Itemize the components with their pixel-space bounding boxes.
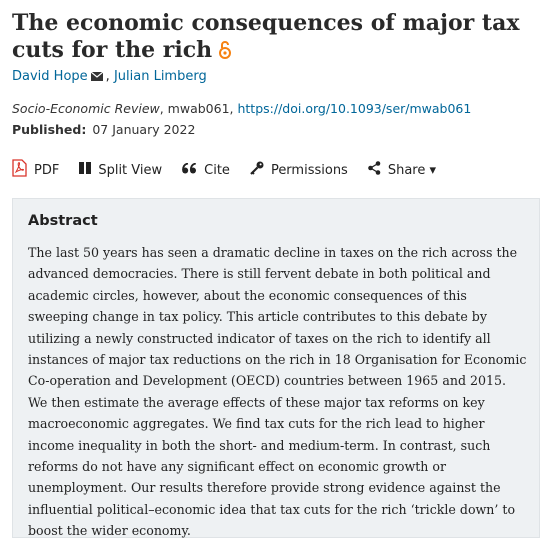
published-date bbox=[12, 121, 195, 139]
article-id: , mwab061, bbox=[159, 101, 238, 116]
author-link-david-hope[interactable]: David Hope bbox=[12, 69, 88, 84]
published-date-value: 07 January 2022 bbox=[92, 122, 196, 137]
cite-label: Cite bbox=[204, 162, 230, 178]
permissions-label: Permissions bbox=[270, 162, 348, 178]
key-icon bbox=[250, 161, 271, 179]
journal-name: Socio-Economic Review bbox=[12, 101, 160, 116]
permissions-button[interactable] bbox=[250, 161, 348, 179]
author-list bbox=[12, 68, 207, 87]
article-title bbox=[12, 10, 542, 67]
abstract-text: The last 50 years has seen a dramatic decline in taxes on the rich across the advanced democracies. There is still fervent debate in both political and academic circles, however, about the economic consequences of this sweeping change in tax policy. This article contributes to this debate by utilizing a newly constructed indicator of taxes on the rich to identify all instances of major tax reductions on the rich in 18 Organisation for Economic Co-operation and Development (OECD) countries between 1965 and 2015. We then estimate the average effects of these major tax reforms on key macroeconomic aggregates. We find tax cuts for the rich lead to higher income inequality in both the short- and medium-term. In contrast, such reforms do not have any significant effect on economic growth or unemployment. Our results therefore provide strong evidence against the influential political–economic idea that tax cuts for the rich ‘trickle down’ to boost the wider economy. bbox=[28, 245, 527, 539]
abstract-heading: Abstract bbox=[28, 213, 98, 229]
split-view-icon bbox=[79, 162, 98, 178]
doi-link[interactable]: https://doi.org/10.1093/ser/mwab061 bbox=[237, 101, 472, 116]
share-button[interactable] bbox=[368, 161, 436, 179]
open-access-icon bbox=[218, 40, 232, 67]
mail-icon[interactable] bbox=[91, 69, 103, 87]
quote-icon bbox=[182, 163, 204, 178]
pdf-icon bbox=[12, 159, 34, 181]
pdf-label: PDF bbox=[34, 162, 60, 178]
split-view-label: Split View bbox=[98, 162, 163, 178]
cite-button[interactable] bbox=[182, 163, 230, 178]
pdf-button[interactable] bbox=[12, 159, 59, 181]
article-toolbar bbox=[12, 158, 456, 182]
article-title-text: The economic consequences of major tax cuts for the rich bbox=[12, 10, 520, 63]
share-icon bbox=[368, 161, 388, 179]
abstract-panel bbox=[12, 198, 540, 538]
author-link-julian-limberg[interactable]: Julian Limberg bbox=[113, 69, 207, 84]
author-separator: , bbox=[105, 69, 110, 84]
published-label: Published: bbox=[12, 122, 87, 137]
journal-citation bbox=[12, 100, 471, 118]
split-view-button[interactable] bbox=[79, 162, 162, 178]
share-label: Share ▾ bbox=[387, 162, 437, 178]
